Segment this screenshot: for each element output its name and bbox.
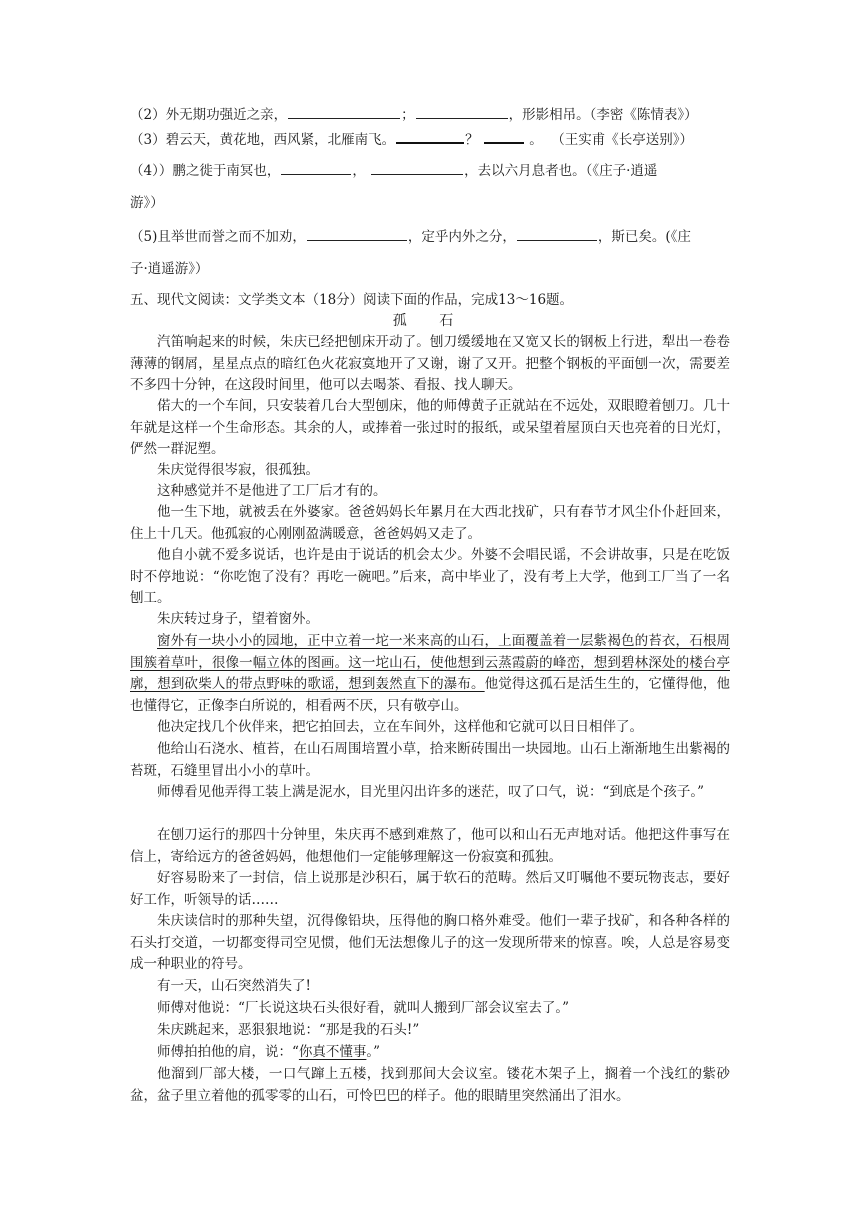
story-paragraph: 在刨刀运行的那四十分钟里，朱庆再不感到难熬了，他可以和山石无声地对话。他把这件事写在信上，寄给远方的爸爸妈妈，他想他们一定能够理解这一份寂寞和孤独。 [130, 827, 730, 865]
q2-sep: ； [401, 107, 415, 123]
answer-blank[interactable] [371, 160, 463, 175]
q4-sep: ， [352, 163, 366, 179]
story-paragraph: 朱庆觉得很岑寂，很孤独。 [157, 462, 319, 478]
q5-head: （5)且举世而誉之而不加劝， [130, 229, 306, 245]
answer-blank[interactable] [281, 160, 351, 175]
question-3 [130, 128, 730, 150]
master-head: 师傅拍拍他的肩，说：“ [157, 1044, 299, 1060]
story-paragraph: 他一生下地，就被丢在外婆家。爸爸妈妈长年累月在大西北找矿，只有春节才风尘仆仆赶回来，住上十几天。他孤寂的心刚刚盈满暖意，爸爸妈妈又走了。 [130, 504, 730, 542]
q3-end: 。 [529, 132, 543, 148]
story-paragraph: 偌大的一个车间，只安装着几台大型刨床，他的师傅黄子正就站在不远处，双眼瞪着刨刀。几十年就是这样一个生命形态。其余的人，或捧着一张过时的报纸，或呆望着屋顶白天也亮着的日光灯，俨然一群泥塑。 [130, 398, 730, 457]
passage-rest: 他觉得这孤石是活生生的，它懂得他，他也懂得它，正像李白所说的，相看两不厌，只有敬亭山。 [130, 676, 731, 714]
q5-tail: ，斯已矣。(《庄 [597, 229, 691, 245]
story-paragraph: 朱庆读信时的那种失望，沉得像铅块，压得他的胸口格外难受。他们一辈子找矿，和各种各样的石头打交道，一切都变得司空见惯，他们无法想像儿子的这一发现所带来的惊喜。唉，人总是容易变成一种职业的符号。 [130, 913, 730, 972]
question-5 [130, 226, 730, 247]
underlined-passage: 窗外有一块小小的园地，正中立着一坨一米来高的山石，上面覆盖着一层紫褐色的苔衣，石根周围簇着草叶，很像一幅立体的图画。这一坨山石，使他想到云蒸霞蔚的峰峦，想到碧林深处的楼台亭廓，想到砍柴人的带点野味的歌谣，想到轰然直下的瀑布。 [130, 633, 730, 692]
story-paragraph: 好容易盼来了一封信，信上说那是沙积石，属于软石的范畴。然后又叮嘱他不要玩物丧志，要好好工作，听领导的话…… [130, 870, 730, 908]
story-paragraph: 他决定找几个伙伴来，把它拍回去，立在车间外，这样他和它就可以日日相伴了。 [157, 719, 643, 735]
q4-head: （4））鹏之徙于南冥也， [130, 163, 281, 179]
q2-text: （2）外无期功强近之亲， [130, 107, 288, 123]
underlined-phrase: 你真不懂事 [298, 1044, 367, 1060]
answer-blank[interactable] [288, 104, 400, 119]
story-title: 孤 石 [392, 313, 468, 329]
question-5-cont: 子·逍遥游》） [130, 261, 209, 277]
story-paragraph: 有一天，山石突然消失了! [157, 978, 311, 994]
story-paragraph-underlined [130, 631, 730, 717]
answer-blank[interactable] [396, 128, 464, 144]
answer-blank[interactable] [484, 128, 524, 144]
q3-text: （3）碧云天，黄花地，西风紧，北雁南飞。 [130, 132, 396, 148]
question-2 [130, 104, 730, 125]
q3-source: （王实甫《长亭送别》） [551, 132, 694, 148]
q2-tail: ，形影相吊。（李密《陈情表》） [508, 107, 698, 123]
question-4 [130, 160, 730, 181]
story-paragraph-master [130, 1042, 730, 1064]
section-heading: 五、现代文阅读：文学类文本（18分）阅读下面的作品，完成13～16题。 [130, 292, 574, 308]
question-4-cont: 游》） [130, 195, 164, 211]
story-paragraph: 师傅对他说：“厂长说这块石头很好看，就叫人搬到厂部会议室去了。” [157, 1000, 570, 1016]
q3-q: ？ [465, 132, 479, 148]
story-paragraph: 朱庆转过身子，望着窗外。 [157, 611, 319, 627]
answer-blank[interactable] [517, 226, 597, 241]
story-paragraph: 他自小就不爱多说话，也许是由于说话的机会太少。外婆不会唱民谣，不会讲故事，只是在吃饭时不停地说：“你吃饱了没有？再吃一碗吧。”后来，高中毕业了，没有考上大学，他到工厂当了一名刨工。 [130, 547, 730, 606]
answer-blank[interactable] [416, 104, 508, 119]
story-paragraph: 他给山石浇水、植苔，在山石周围培置小草，拾来断砖围出一块园地。山石上渐渐地生出紫褐的苔斑，石缝里冒出小小的草叶。 [130, 741, 730, 779]
story-paragraph: 他溜到厂部大楼，一口气蹿上五楼，找到那间大会议室。镂花木架子上，搁着一个浅红的紫砂盆，盆子里立着他的孤零零的山石，可怜巴巴的样子。他的眼睛里突然涌出了泪水。 [130, 1066, 730, 1104]
q5-mid: ，定乎内外之分， [407, 229, 516, 245]
q4-tail: ，去以六月息者也。（《庄子·逍遥 [464, 163, 658, 179]
master-tail: 。” [366, 1044, 381, 1060]
story-paragraph: 师傅看见他弄得工装上满是泥水，目光里闪出许多的迷茫，叹了口气，说：“到底是个孩子。” [157, 784, 705, 800]
answer-blank[interactable] [307, 226, 407, 241]
story-paragraph: 汽笛响起来的时候，朱庆已经把刨床开动了。刨刀缓缓地在又宽又长的钢板上行进，犁出一卷卷薄薄的钢屑，星星点点的暗红色火花寂寞地开了又谢，谢了又开。把整个钢板的平面刨一次，需要差不多四十分钟，在这段时间里，他可以去喝茶、看报、找人聊天。 [130, 334, 730, 393]
story-paragraph: 朱庆跳起来，恶狠狠地说：“那是我的石头!” [157, 1022, 420, 1038]
story-paragraph: 这种感觉并不是他进了工厂后才有的。 [157, 483, 387, 499]
